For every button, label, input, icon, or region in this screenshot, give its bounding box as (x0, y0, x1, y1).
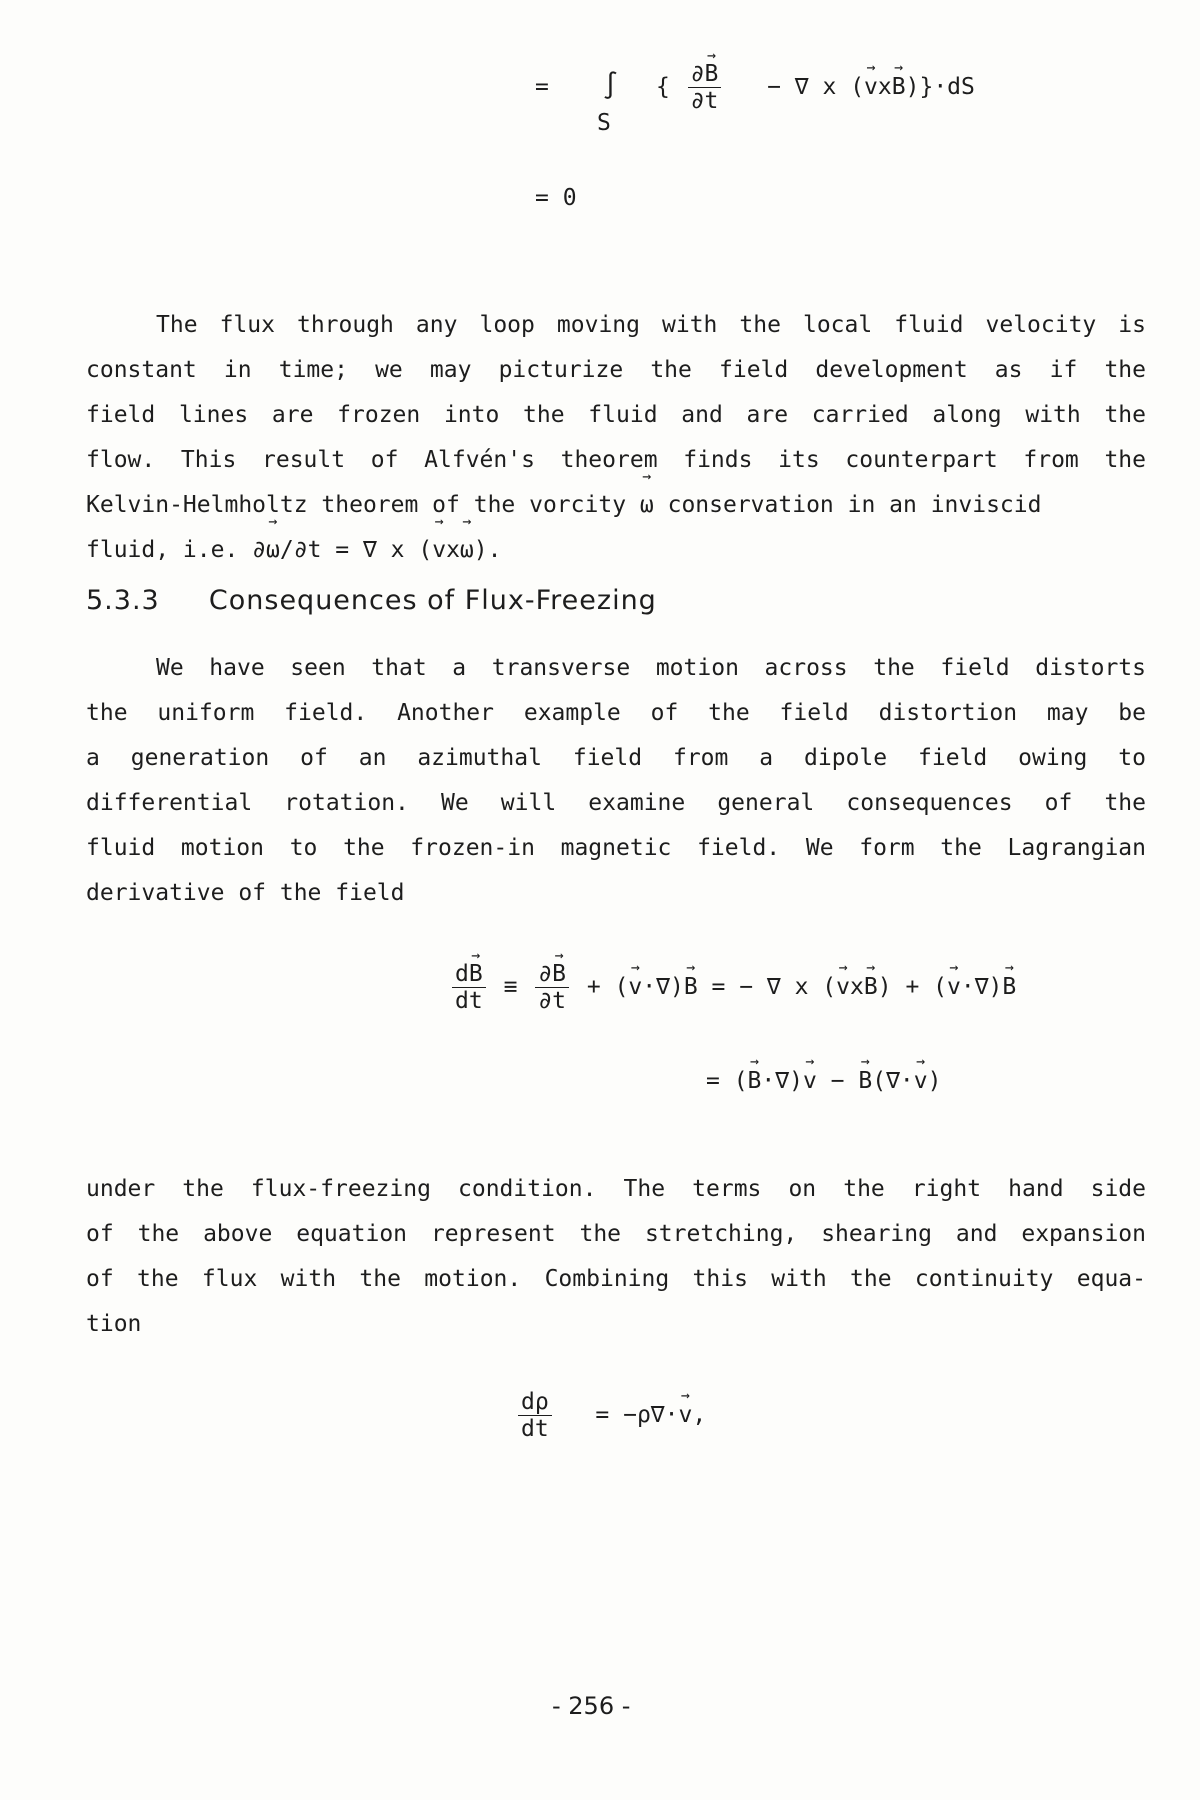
vector-b: → B (748, 1068, 762, 1094)
vector-v: → v (836, 974, 850, 1000)
vector-b: → B (705, 62, 719, 86)
vector-b: → B (552, 962, 566, 986)
equals-sign: = (535, 74, 549, 101)
text-line: derivative of the field (86, 880, 405, 906)
partial-b-over-partial-t: $\frac{\partial\to B}{\partial t}$ (688, 62, 722, 113)
section-title: Consequences of Flux-Freezing (208, 585, 657, 616)
equation-stretching-terms: = (→ B·∇)→ v − → B(∇·→ v) (706, 1068, 941, 1094)
db-over-dt: $\frac{d\to B}{dt}$ (452, 962, 486, 1013)
paragraph-flux-frozen (86, 303, 1146, 573)
text-line: differential rotation. We will examine general consequences of the (86, 790, 1146, 816)
vector-v: → v (679, 1402, 693, 1428)
vector-b: → B (1002, 974, 1016, 1000)
text-line: fluid motion to the frozen-in magnetic field. We form the Lagrangian (86, 835, 1146, 861)
text-line: field lines are frozen into the fluid and are carried along with the (86, 402, 1146, 428)
vector-omega: → ω (460, 528, 474, 573)
equation-continuity: $\frac{d\rho}{dt}$ = −ρ∇·→ v, (514, 1390, 706, 1441)
vector-omega: → ω (266, 528, 280, 573)
page-number: - 256 - (552, 1692, 631, 1720)
text-line: the uniform field. Another example of the field distortion may be (86, 700, 1146, 726)
equiv-sign: ≡ (503, 974, 518, 1001)
vector-v: → v (432, 528, 446, 573)
text-line: of the flux with the motion. Combining this with the continuity equa- (86, 1266, 1146, 1292)
equation-lagrangian-derivative: $\frac{d\to B}{dt}$ ≡ $\frac{\partial\to B}{\partial t}$ + (→ v·∇)→ B = − ∇ x (→ vx→ B) + (→ v·∇)→ B (448, 962, 1016, 1013)
text-line: flow. This result of Alfvén's theorem finds its counterpart from the (86, 447, 1146, 473)
vector-v: → v (914, 1068, 928, 1094)
drho-over-dt: $\frac{d\rho}{dt}$ (518, 1390, 552, 1441)
vector-v: → v (628, 974, 642, 1000)
paragraph-consequences (86, 646, 1146, 916)
vector-b: → B (684, 974, 698, 1000)
vector-b: → B (858, 1068, 872, 1094)
text-line: Kelvin-Helmholtz theorem of the vorcity → ω conservation in an inviscid (86, 483, 1146, 528)
paragraph-flux-freezing-condition (86, 1167, 1146, 1347)
vector-v: → v (803, 1068, 817, 1094)
text-line: fluid, i.e. ∂→ ω/∂t = ∇ x (→ vx→ ω). (86, 528, 1146, 573)
text-line: under the flux-freezing condition. The terms on the right hand side (86, 1176, 1146, 1202)
equation-surface-integral: = ∫ S { $\frac{\partial\to B}{\partial t}$ − ∇ x (→ vx→ B)}·dS (535, 62, 975, 113)
text-line: We have seen that a transverse motion across the field distorts (156, 655, 1146, 681)
integral-subscript: S (597, 110, 611, 136)
text-line: a generation of an azimuthal field from a dipole field owing to (86, 745, 1146, 771)
vector-b: → B (469, 962, 483, 986)
brace-open: { (655, 74, 670, 101)
vector-b: → B (864, 974, 878, 1000)
text-line: The flux through any loop moving with the local fluid velocity is (156, 312, 1146, 338)
text-line: tion (86, 1311, 142, 1337)
integral-sign: ∫ (602, 71, 619, 102)
vector-omega: → ω (640, 483, 654, 528)
vector-v: → v (864, 74, 878, 100)
section-number: 5.3.3 (86, 585, 160, 616)
section-heading (86, 585, 657, 616)
vector-v: → v (947, 974, 961, 1000)
text-line: constant in time; we may picturize the field development as if the (86, 357, 1146, 383)
equation-equals-zero: = 0 (535, 185, 577, 211)
text-line: of the above equation represent the stretching, shearing and expansion (86, 1221, 1146, 1247)
integral-tail: )}·dS (905, 74, 975, 101)
minus-curl: − ∇ x ( (767, 74, 865, 101)
partial-b-over-partial-t: $\frac{\partial\to B}{\partial t}$ (535, 962, 569, 1013)
vector-b: → B (892, 74, 906, 100)
